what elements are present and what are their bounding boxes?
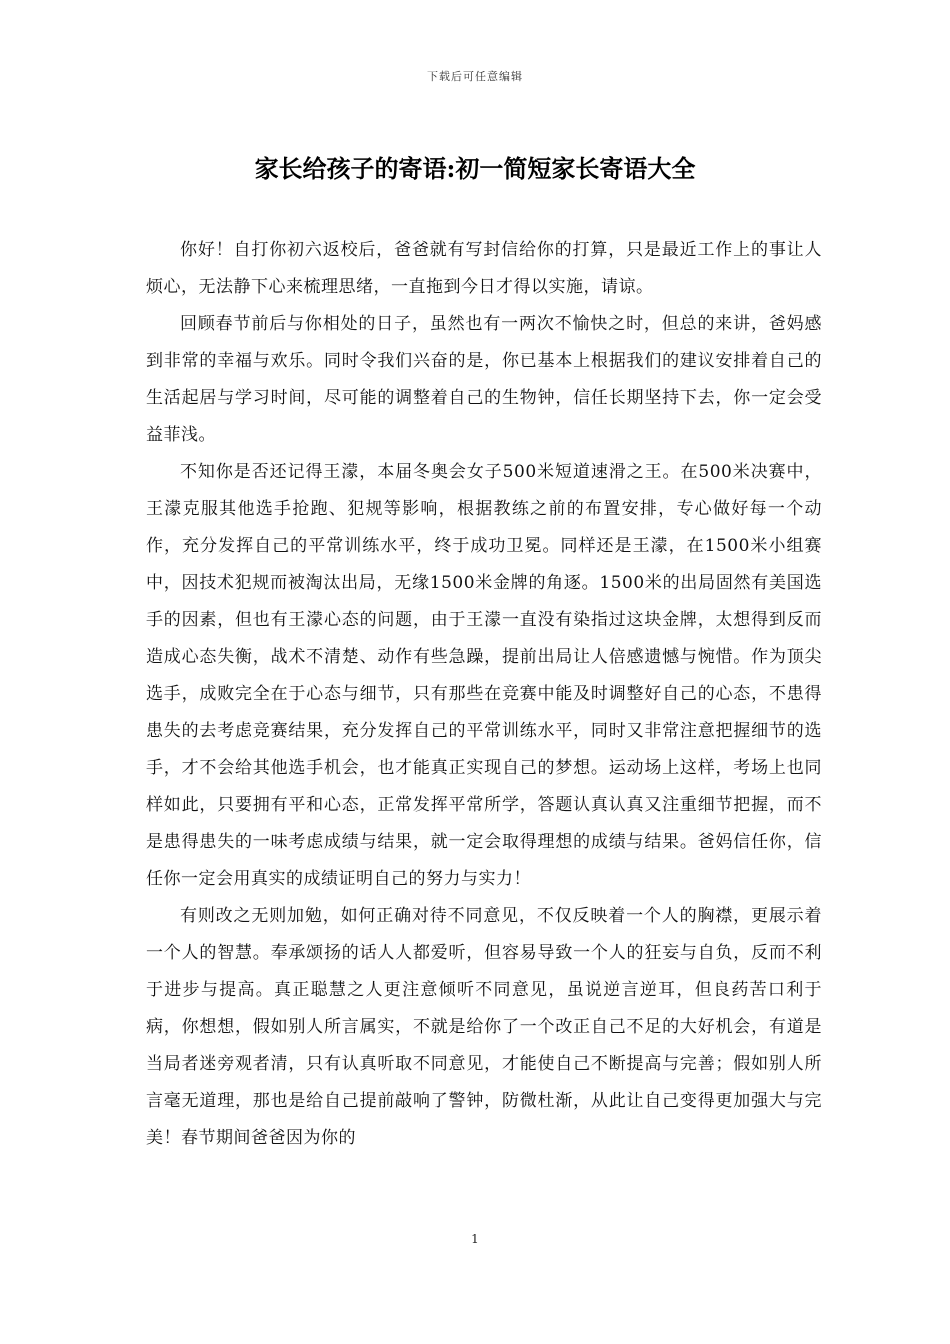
paragraph-advice: 有则改之无则加勉，如何正确对待不同意见，不仅反映着一个人的胸襟，更展示着一个人的智慧。奉承颂扬的话人人都爱听，但容易导致一个人的狂妄与自负，反而不利于进步与提高。真正聪慧之人更注意倾听不同意见，虽说逆言逆耳，但良药苦口利于病，你想想，假如别人所言属实，不就是给你了一个改正自己不足的大好机会，有道是当局者迷旁观者清，只有认真听取不同意见，才能使自己不断提高与完善；假如别人所言毫无道理，那也是给自己提前敲响了警钟，防微杜渐，从此让自己变得更加强大与完美！春节期间爸爸因为你的 [146, 906, 822, 1148]
header-note: 下载后可任意编辑 [427, 70, 523, 83]
page-number: 1 [471, 1232, 479, 1246]
paragraph-spring-festival: 回顾春节前后与你相处的日子，虽然也有一两次不愉快之时，但总的来讲，爸妈感到非常的幸福与欢乐。同时令我们兴奋的是，你已基本上根据我们的建议安排着自己的生活起居与学习时间，尽可能的调整着自己的生物钟，信任长期坚持下去，你一定会受益菲浅。 [146, 314, 822, 445]
paragraph-wang-meng: 不知你是否还记得王濛，本届冬奥会女子500米短道速滑之王。在500米决赛中，王濛克服其他选手抢跑、犯规等影响，根据教练之前的布置安排，专心做好每一个动作，充分发挥自己的平常训练水平，终于成功卫冕。同样还是王濛，在1500米小组赛中，因技术犯规而被淘汰出局，无缘1500米金牌的角逐。1500米的出局固然有美国选手的因素，但也有王濛心态的问题，由于王濛一直没有染指过这块金牌，太想得到反而造成心态失衡，战术不清楚、动作有些急躁，提前出局让人倍感遗憾与惋惜。作为顶尖选手，成败完全在于心态与细节，只有那些在竞赛中能及时调整好自己的心态，不患得患失的去考虑竞赛结果，充分发挥自己的平常训练水平，同时又非常注意把握细节的选手，才不会给其他选手机会，也才能真正实现自己的梦想。运动场上这样，考场上也同样如此，只要拥有平和心态，正常发挥平常所学，答题认真认真又注重细节把握，而不是患得患失的一味考虑成绩与结果，就一定会取得理想的成绩与结果。爸妈信任你，信任你一定会用真实的成绩证明自己的努力与实力！ [146, 462, 822, 889]
document-body [146, 232, 822, 1157]
page-title: 家长给孩子的寄语:初一简短家长寄语大全 [254, 154, 696, 183]
paragraph-greeting: 你好！自打你初六返校后，爸爸就有写封信给你的打算，只是最近工作上的事让人烦心，无法静下心来梳理思绪，一直拖到今日才得以实施，请谅。 [146, 240, 822, 297]
